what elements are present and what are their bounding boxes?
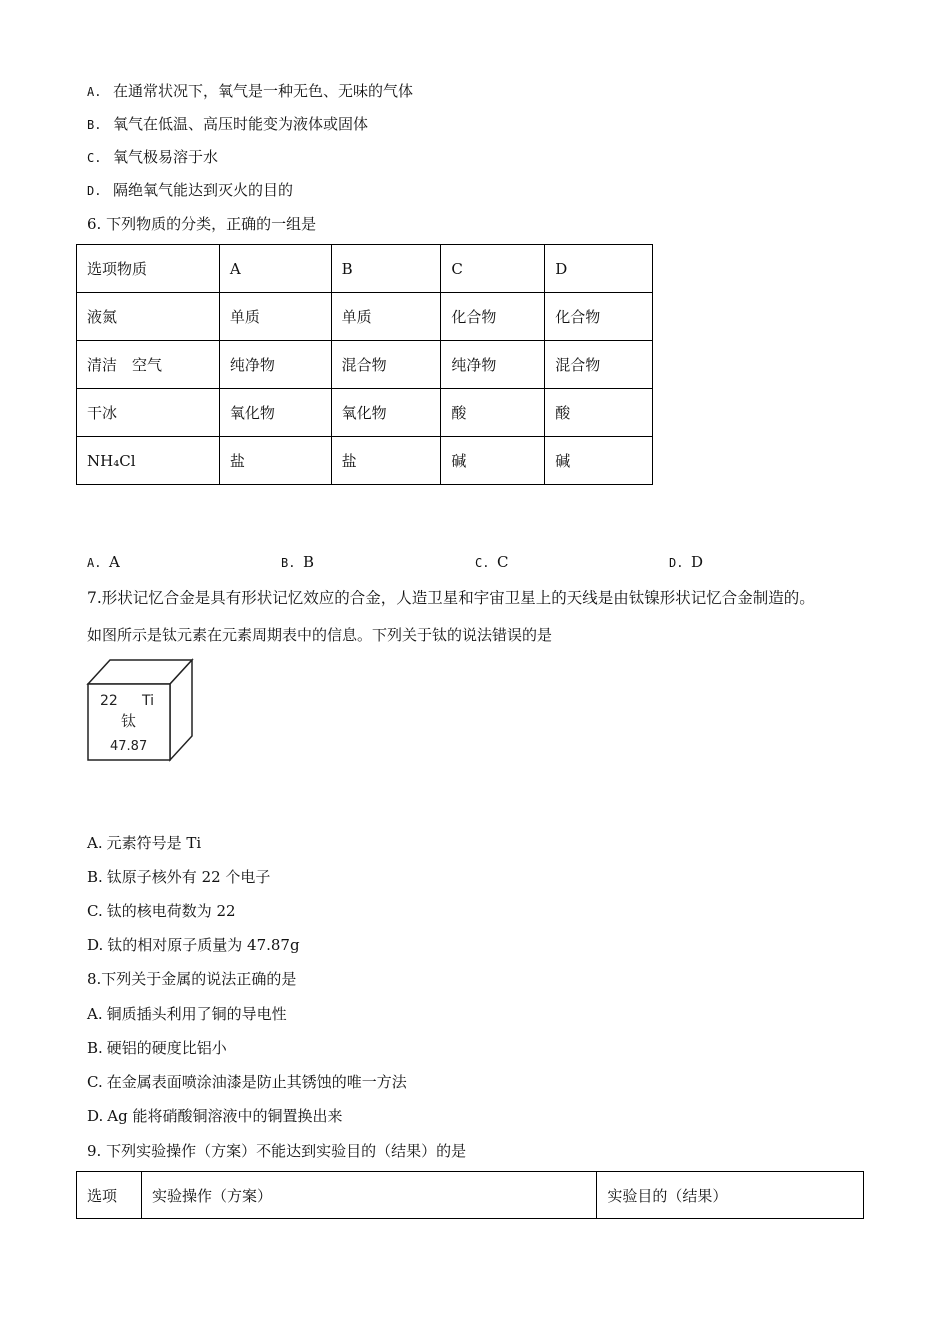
table-cell: 清洁 空气	[77, 341, 220, 389]
atomic-number: 22	[100, 693, 118, 709]
table-row	[77, 389, 653, 437]
q5-option-b: B. 氧气在低温、高压时能变为液体或固体	[87, 115, 369, 133]
table-cell: 混合物	[331, 341, 441, 389]
table-cell: 选项	[77, 1172, 142, 1219]
q6-classification-table	[76, 244, 653, 485]
table-cell: 碱	[545, 437, 653, 485]
table-cell: 选项物质	[77, 245, 220, 293]
table-cell: B	[331, 245, 441, 293]
table-row	[77, 293, 653, 341]
q7-option-a: A. 元素符号是 Ti	[87, 834, 202, 852]
table-cell: 氧化物	[219, 389, 331, 437]
table-cell: 单质	[219, 293, 331, 341]
q7-option-c: C. 钛的核电荷数为 22	[87, 902, 236, 920]
q5-option-a: A. 在通常状况下，氧气是一种无色、无味的气体	[87, 82, 414, 100]
table-cell: 纯净物	[219, 341, 331, 389]
table-cell: A	[219, 245, 331, 293]
table-cell: 实验操作（方案）	[141, 1172, 596, 1219]
q5-option-d: D. 隔绝氧气能达到灭火的目的	[87, 181, 294, 199]
atomic-mass: 47.87	[110, 739, 148, 754]
q9-experiment-table	[76, 1171, 864, 1219]
table-cell: 碱	[441, 437, 545, 485]
q5-option-c: C. 氧气极易溶于水	[87, 148, 219, 166]
q8-option-a: A. 铜质插头利用了铜的导电性	[87, 1005, 287, 1023]
q7-option-d: D. 钛的相对原子质量为 47.87g	[87, 936, 300, 954]
q7-stem-line2: 如图所示是钛元素在元素周期表中的信息。下列关于钛的说法错误的是	[87, 626, 553, 644]
table-cell: 化合物	[441, 293, 545, 341]
q8-option-c: C. 在金属表面喷涂油漆是防止其锈蚀的唯一方法	[87, 1073, 407, 1091]
table-cell: 实验目的（结果）	[597, 1172, 864, 1219]
q6-option-b: B. B	[281, 553, 315, 571]
table-cell: 化合物	[545, 293, 653, 341]
q6-option-a: A. A	[87, 553, 120, 571]
q6-stem: 6. 下列物质的分类，正确的一组是	[87, 215, 317, 233]
table-cell: 酸	[441, 389, 545, 437]
q7-option-b: B. 钛原子核外有 22 个电子	[87, 868, 271, 886]
q8-option-d: D. Ag 能将硝酸铜溶液中的铜置换出来	[87, 1107, 343, 1125]
q9-stem: 9. 下列实验操作（方案）不能达到实验目的（结果）的是	[87, 1142, 467, 1160]
table-cell: 氧化物	[331, 389, 441, 437]
table-header-row	[77, 245, 653, 293]
element-name: 钛	[121, 712, 137, 730]
table-cell: 干冰	[77, 389, 220, 437]
table-row	[77, 341, 653, 389]
table-cell: 盐	[331, 437, 441, 485]
q7-stem-line1: 7.形状记忆合金是具有形状记忆效应的合金，人造卫星和宇宙卫星上的天线是由钛镍形状记忆合金制造的。	[87, 589, 815, 607]
table-cell: 液氮	[77, 293, 220, 341]
table-cell: 混合物	[545, 341, 653, 389]
table-cell: 单质	[331, 293, 441, 341]
q8-stem: 8.下列关于金属的说法正确的是	[87, 970, 297, 988]
q8-option-b: B. 硬铝的硬度比铝小	[87, 1039, 227, 1057]
table-cell: C	[441, 245, 545, 293]
q6-option-d: D. D	[669, 553, 704, 571]
element-symbol: Ti	[142, 693, 155, 709]
table-cell: 盐	[219, 437, 331, 485]
table-row	[77, 437, 653, 485]
table-cell: 酸	[545, 389, 653, 437]
table-cell: NH₄Cl	[77, 437, 220, 485]
table-cell: 纯净物	[441, 341, 545, 389]
q6-option-c: C. C	[475, 553, 509, 571]
table-header-row	[77, 1172, 864, 1219]
titanium-element-cell	[86, 656, 196, 762]
table-cell: D	[545, 245, 653, 293]
